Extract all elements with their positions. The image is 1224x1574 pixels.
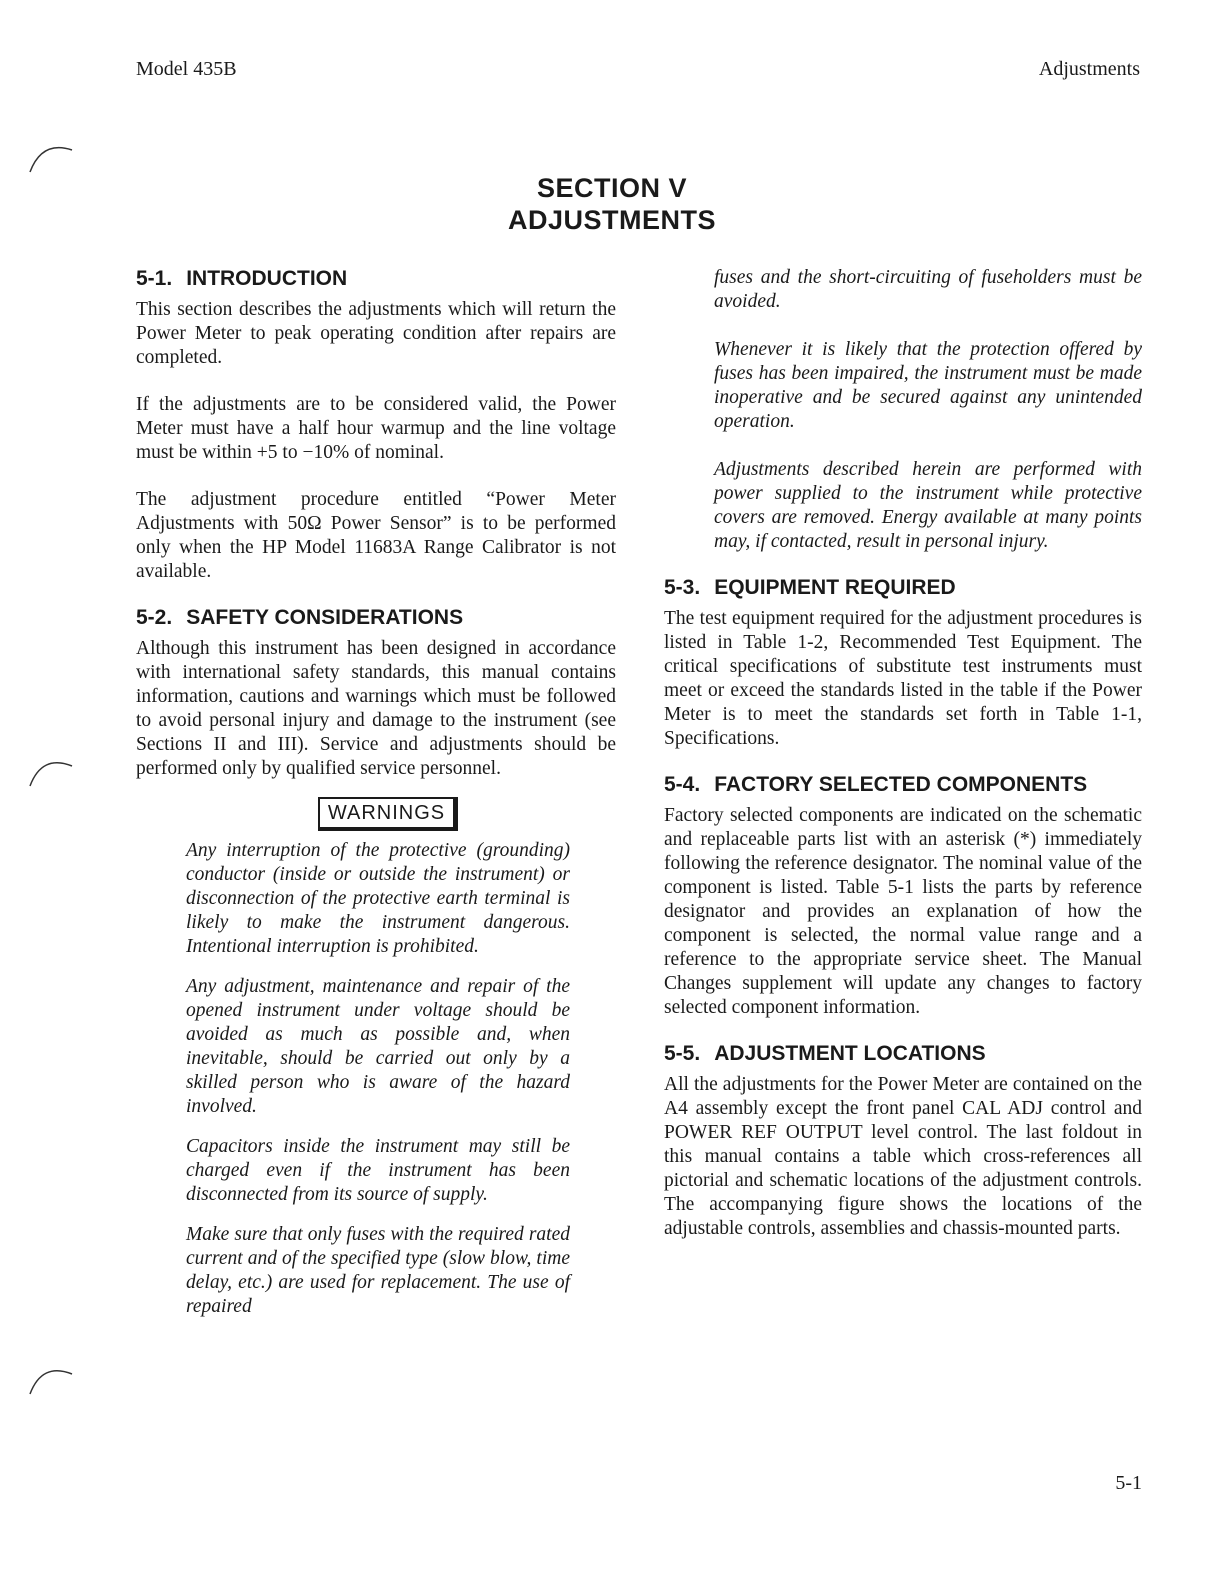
binder-hole-mark xyxy=(22,752,82,792)
heading-equipment xyxy=(664,575,1142,601)
factory-selected-paragraph: Factory selected components are indicated on the schematic and replaceable parts list with an asterisk (*) immediately following the reference designator. The nominal value of the component is listed. Table 5-1 lists the parts by reference designator and provides an explanation of how the component is selected, the normal value range and a reference to the appropriate service sheet. The Manual Changes supplement will update any changes to factory selected component information. xyxy=(664,805,1142,1018)
heading-number: 5-5. xyxy=(664,1042,701,1065)
heading-adjustment-locations xyxy=(664,1041,1142,1067)
warning-text: fuses and the short-circuiting of fuseholders must be avoided. xyxy=(714,267,1142,312)
warnings-label: WARNINGS xyxy=(318,797,458,831)
safety-paragraph: Although this instrument has been designed in accordance with international safety standards, this manual contains information, cautions and warnings which must be followed to avoid personal injury and damage to the instrument (see Sections II and III). Service and adjustments should be performed only by qualified service personnel. xyxy=(136,638,616,779)
section-number: SECTION V xyxy=(536,173,688,203)
intro-paragraph-1: This section describes the adjustments which will return the Power Meter to peak operating condition after repairs are completed. xyxy=(136,299,616,368)
page-number: 5-1 xyxy=(1115,1472,1142,1494)
warnings-continued xyxy=(664,266,1142,554)
heading-text: INTRODUCTION xyxy=(186,267,348,290)
section-name: ADJUSTMENTS xyxy=(507,205,716,235)
heading-number: 5-4. xyxy=(664,773,701,796)
heading-text: EQUIPMENT REQUIRED xyxy=(714,576,956,599)
heading-text: ADJUSTMENT LOCATIONS xyxy=(714,1042,986,1065)
heading-number: 5-1. xyxy=(136,267,173,290)
header-chapter: Adjustments xyxy=(1038,58,1140,80)
heading-number: 5-2. xyxy=(136,606,173,629)
heading-number: 5-3. xyxy=(664,576,701,599)
section-title xyxy=(0,172,1224,236)
intro-paragraph-3: The adjustment procedure entitled “Power Meter Adjustments with 50Ω Power Sensor” is to be performed only when the HP Model 11683A Range Calibrator is not available. xyxy=(136,489,616,582)
warnings-label-wrap xyxy=(160,797,616,831)
heading-text: FACTORY SELECTED COMPONENTS xyxy=(714,773,1088,796)
left-column xyxy=(136,266,616,1319)
heading-introduction xyxy=(136,266,616,292)
warning-text: Whenever it is likely that the protection offered by fuses has been impaired, the instrument must be made inoperative and be secured against any unintended operation. xyxy=(714,339,1142,432)
warning-text: Make sure that only fuses with the required rated current and of the specified type (slow blow, time delay, etc.) are used for replacement. The use of repaired xyxy=(186,1224,570,1317)
warning-text: Any interruption of the protective (grounding) conductor (inside or outside the instrument) or disconnection of the protective earth terminal is likely to make the instrument dangerous. Intentional interruption is prohibited. xyxy=(186,840,570,957)
heading-safety xyxy=(136,605,616,631)
heading-factory-selected xyxy=(664,772,1142,798)
warnings-list xyxy=(186,839,570,1319)
binder-hole-mark xyxy=(22,1360,82,1400)
warning-text: Any adjustment, maintenance and repair of the opened instrument under voltage should be avoided as much as possible and, when inevitable, should be carried out only by a skilled person who is aware of the hazard involved. xyxy=(186,976,570,1117)
warning-text: Capacitors inside the instrument may still be charged even if the instrument has been disconnected from its source of supply. xyxy=(186,1136,570,1205)
right-column xyxy=(664,266,1142,1241)
adjustment-locations-paragraph: All the adjustments for the Power Meter are contained on the A4 assembly except the front panel CAL ADJ control and POWER REF OUTPUT level control. The last foldout in this manual contains a table which cross-references all pictorial and schematic locations of the adjustment controls. The accompanying figure shows the locations of the adjustable controls, assemblies and chassis-mounted parts. xyxy=(664,1074,1142,1239)
equipment-paragraph: The test equipment required for the adjustment procedures is listed in Table 1-2, Recommended Test Equipment. The critical specifications of substitute test instruments must meet or exceed the standards listed in the table if the Power Meter is to meet the standards set forth in Table 1-1, Specifications. xyxy=(664,608,1142,749)
header-model: Model 435B xyxy=(136,58,237,80)
intro-paragraph-2: If the adjustments are to be considered valid, the Power Meter must have a half hour warmup and the line voltage must be within +5 to −10% of nominal. xyxy=(136,394,616,463)
warning-text: Adjustments described herein are performed with power supplied to the instrument while protective covers are removed. Energy available at many points may, if contacted, result in personal injury. xyxy=(714,459,1142,552)
heading-text: SAFETY CONSIDERATIONS xyxy=(186,606,464,629)
